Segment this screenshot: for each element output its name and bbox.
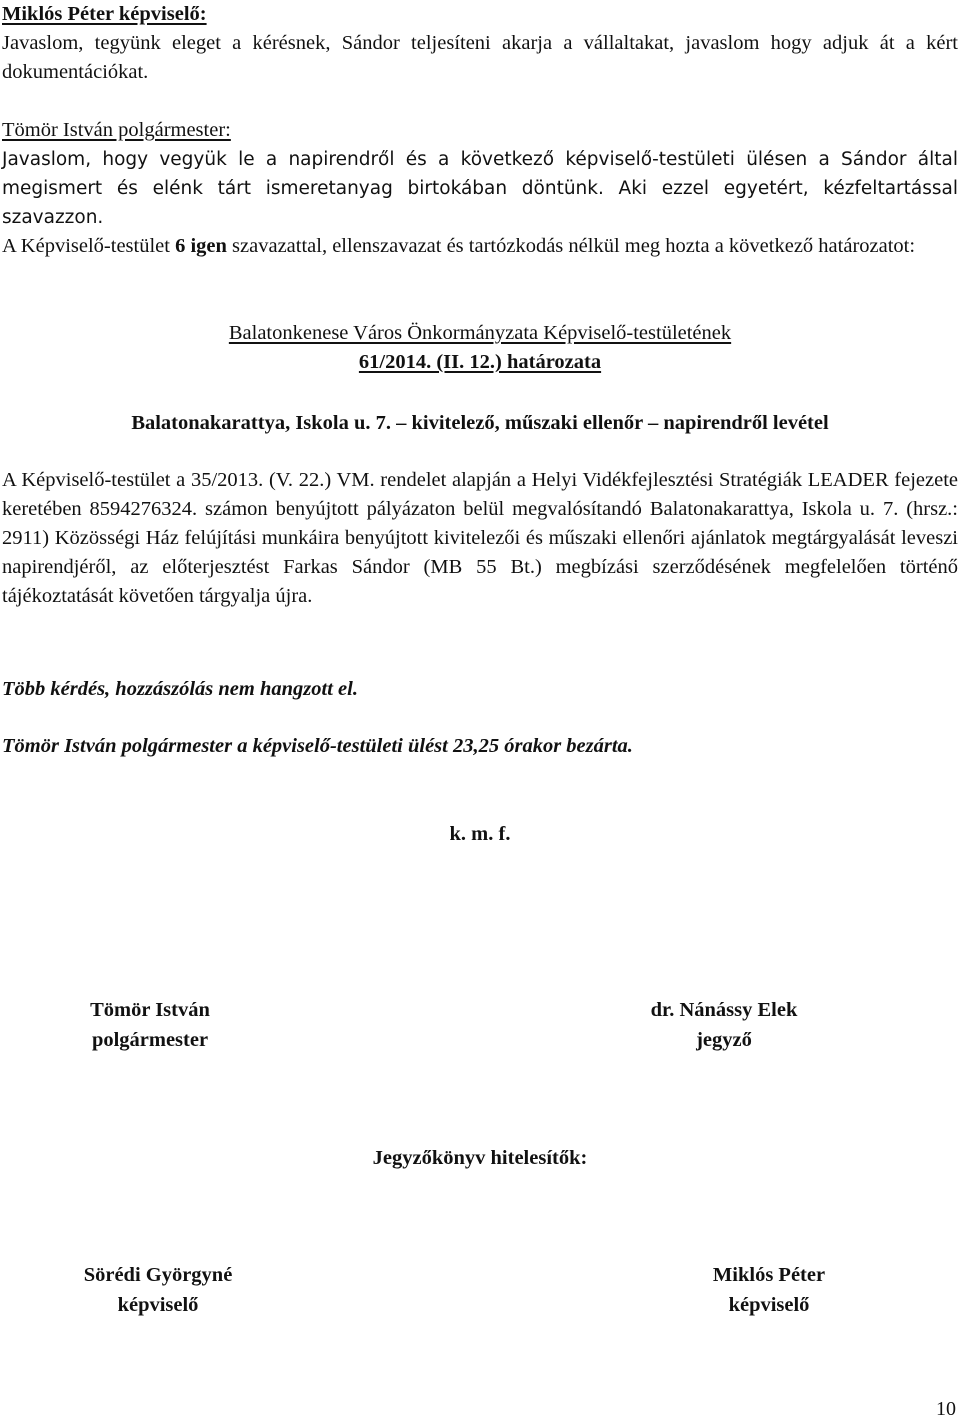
speaker-label: Miklós Péter képviselő: — [2, 3, 207, 25]
signature-name: Miklós Péter — [712, 1264, 826, 1286]
vote-statement — [2, 232, 958, 261]
speaker-label: Tömör István polgármester: — [2, 119, 231, 141]
signature-title: polgármester — [91, 1029, 209, 1051]
closing-line1: Több kérdés, hozzászólás nem hangzott el. — [2, 678, 358, 700]
vote-text-after: szavazattal, ellenszavazat és tartózkodás nélkül meg hozta a következő határozatot: — [226, 235, 916, 257]
signature-title: képviselő — [728, 1294, 810, 1316]
signature-title: jegyző — [696, 1029, 752, 1051]
signature-title: képviselő — [117, 1294, 199, 1316]
kmf: k. m. f. — [449, 823, 511, 845]
vote-count: 6 igen — [175, 235, 227, 257]
resolution-body: A Képviselő-testület a 35/2013. (V. 22.) VM. rendelet alapján a Helyi Vidékfejlesztési Stratégiák LEADER fejezete keretében 8594276324. számon benyújtott pályázaton belül megvalósítandó Balatonakarattya, Iskola u. 7. (hrsz.: 2911) Közösségi Ház felújítási munkáira benyújtott kivitelezői és műszaki ellenőri ajánlatok megtárgyalását leveszi napirendjéről, az előterjesztést Farkas Sándor (MB 55 Bt.) megbízási szerződésének megfelelően történő tájékoztatását követően tárgyalja újra. — [2, 469, 958, 607]
resolution-heading — [0, 319, 960, 377]
signature-authenticator-right — [649, 1260, 889, 1320]
resolution-heading-line2: 61/2014. (II. 12.) határozata — [358, 351, 602, 373]
signature-notary — [604, 995, 844, 1055]
signature-name: dr. Nánássy Elek — [650, 999, 798, 1021]
speech-miklos — [2, 0, 958, 87]
speech-text: Javaslom, hogy vegyük le a napirendről és a következő képviselő-testületi ülésen a Sándor által megismert és elénk tárt ismeretanyag birtokában döntünk. Aki ezzel egyetért, kézfeltartással szavazzon. — [2, 149, 958, 228]
vote-text-before: A Képviselő-testület — [2, 235, 176, 257]
closing-line2: Tömör István polgármester a képviselő-testületi ülést 23,25 órakor bezárta. — [2, 735, 633, 757]
signature-authenticator-left — [38, 1260, 278, 1320]
resolution-subject: Balatonakarattya, Iskola u. 7. – kivitelező, műszaki ellenőr – napirendről levétel — [131, 412, 829, 434]
page-number: 10 — [936, 1398, 956, 1420]
signature-mayor — [30, 995, 270, 1055]
signature-name: Sörédi Györgyné — [83, 1264, 233, 1286]
authenticators-label: Jegyzőkönyv hitelesítők: — [372, 1147, 588, 1169]
speech-tomor — [2, 116, 958, 232]
resolution-heading-line1: Balatonkenese Város Önkormányzata Képviselő-testületének — [228, 322, 732, 344]
signature-name: Tömör István — [90, 999, 210, 1021]
speech-text: Javaslom, tegyünk eleget a kérésnek, Sándor teljesíteni akarja a vállaltakat, javaslom hogy adjuk át a kért dokumentációkat. — [2, 32, 958, 83]
